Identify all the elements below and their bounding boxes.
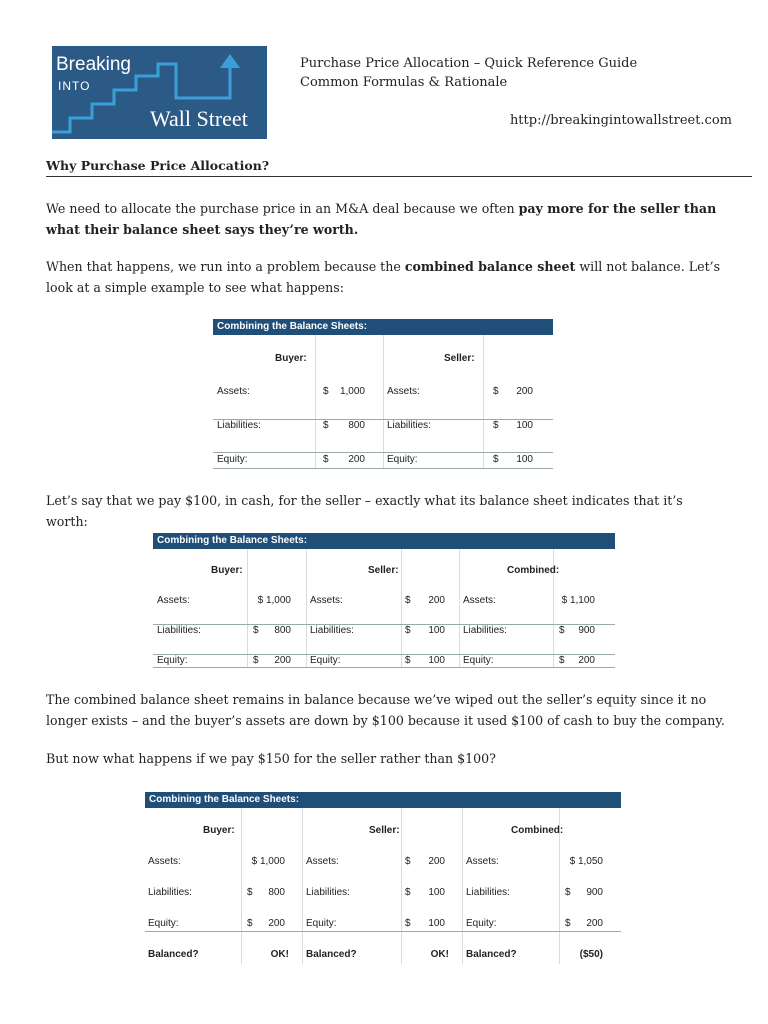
table-3-seller-liabilities-label: Liabilities: (306, 887, 350, 898)
table-3-seller-equity-value: 100 (428, 918, 445, 929)
table-3-header-seller: Seller: (369, 825, 400, 836)
table-3-combined-liabilities-label: Liabilities: (466, 887, 510, 898)
table-1-seller-liabilities-value: 100 (516, 420, 533, 431)
section-heading: Why Purchase Price Allocation? (46, 158, 752, 177)
table-2-seller-equity-value: 100 (428, 655, 445, 666)
balance-sheet-table-2 (153, 533, 615, 668)
paragraph-example-1: Let’s say that we pay $100, in cash, for the seller – exactly what its balance sheet indicates that it’s worth: (46, 493, 683, 529)
table-3-header-combined: Combined: (511, 825, 564, 836)
table-1-seller-liabilities-label: Liabilities: (387, 420, 431, 431)
table-1-buyer-equity-value: 200 (348, 454, 365, 465)
table-2-buyer-liabilities-currency: $ (253, 625, 259, 636)
table-1-seller-assets-currency: $ (493, 386, 499, 397)
table-3-buyer-liabilities-currency: $ (247, 887, 253, 898)
table-2-buyer-assets-label: Assets: (157, 595, 190, 606)
table-2-seller-assets-currency: $ (405, 595, 411, 606)
table-2-buyer-assets-value: $ 1,000 (257, 595, 291, 606)
logo-text-breaking: Breaking (56, 54, 131, 75)
table-2-combined-liabilities-currency: $ (559, 625, 565, 636)
table-3-buyer-balanced-value: OK! (270, 949, 289, 960)
table-2-seller-assets-label: Assets: (310, 595, 343, 606)
logo-text-into: INTO (58, 79, 91, 93)
paragraph-problem-emphasis: combined balance sheet (404, 259, 576, 274)
balance-sheet-table-1 (213, 319, 553, 469)
table-3-combined-equity-value: 200 (586, 918, 603, 929)
balance-sheet-table-3 (145, 792, 621, 964)
breaking-into-wall-street-logo (52, 46, 267, 139)
table-3-combined-balanced-label: Balanced? (466, 949, 517, 960)
table-2-seller-liabilities-currency: $ (405, 625, 411, 636)
table-2-title: Combining the Balance Sheets: (153, 533, 615, 549)
table-1-buyer-liabilities-label: Liabilities: (217, 420, 261, 431)
table-3-buyer-assets-label: Assets: (148, 856, 181, 867)
table-1-seller-assets-value: 200 (516, 386, 533, 397)
table-1-seller-equity-value: 100 (516, 454, 533, 465)
table-1-title: Combining the Balance Sheets: (213, 319, 553, 335)
table-3-seller-liabilities-currency: $ (405, 887, 411, 898)
website-link[interactable]: http://breakingintowallstreet.com (509, 113, 732, 128)
table-2-buyer-equity-label: Equity: (157, 655, 188, 666)
table-2-combined-assets-value: $ 1,100 (561, 595, 595, 606)
table-3-combined-assets-label: Assets: (466, 856, 499, 867)
table-2-buyer-equity-currency: $ (253, 655, 259, 666)
table-1-buyer-equity-label: Equity: (217, 454, 248, 465)
logo-text-wall-street: Wall Street (150, 106, 248, 131)
paragraph-problem-text-2: will not balance. Let’s look at a simple example to see what happens: (46, 259, 721, 295)
table-3-buyer-equity-currency: $ (247, 918, 253, 929)
guide-subtitle: Common Formulas & Rationale (300, 75, 508, 90)
table-1-buyer-assets-value: 1,000 (339, 386, 365, 397)
table-2-header-combined: Combined: (507, 565, 560, 576)
table-3-seller-balanced-label: Balanced? (306, 949, 357, 960)
table-3-buyer-liabilities-value: 800 (268, 887, 285, 898)
paragraph-intro-text: We need to allocate the purchase price in an M&A deal because we often (46, 201, 519, 216)
table-1-buyer-liabilities-currency: $ (323, 420, 329, 431)
paragraph-problem-text-1: When that happens, we run into a problem because the (46, 259, 405, 274)
table-1-seller-assets-label: Assets: (387, 386, 420, 397)
table-2-seller-equity-label: Equity: (310, 655, 341, 666)
paragraph-intro-emphasis: pay more for the seller than what their balance sheet says they’re worth. (46, 201, 717, 237)
table-2-combined-liabilities-label: Liabilities: (463, 625, 507, 636)
table-2-combined-equity-value: 200 (578, 655, 595, 666)
table-2-header-buyer: Buyer: (211, 565, 243, 576)
table-3-seller-liabilities-value: 100 (428, 887, 445, 898)
table-3-seller-assets-label: Assets: (306, 856, 339, 867)
table-3-title: Combining the Balance Sheets: (145, 792, 621, 808)
guide-title: Purchase Price Allocation – Quick Reference Guide (300, 56, 638, 71)
table-2-seller-assets-value: 200 (428, 595, 445, 606)
table-2-buyer-liabilities-value: 800 (274, 625, 291, 636)
table-2-seller-equity-currency: $ (405, 655, 411, 666)
table-3-buyer-equity-value: 200 (268, 918, 285, 929)
table-3-buyer-equity-label: Equity: (148, 918, 179, 929)
table-3-seller-equity-label: Equity: (306, 918, 337, 929)
table-2-combined-assets-label: Assets: (463, 595, 496, 606)
table-3-buyer-assets-value: $ 1,000 (251, 856, 285, 867)
table-2-buyer-liabilities-label: Liabilities: (157, 625, 201, 636)
table-3-combined-liabilities-value: 900 (586, 887, 603, 898)
table-1-buyer-assets-currency: $ (323, 386, 329, 397)
table-2-buyer-equity-value: 200 (274, 655, 291, 666)
table-3-seller-balanced-value: OK! (430, 949, 449, 960)
table-1-header-seller: Seller: (444, 353, 475, 364)
table-3-combined-assets-value: $ 1,050 (569, 856, 603, 867)
table-1-seller-equity-label: Equity: (387, 454, 418, 465)
table-3-seller-assets-value: 200 (428, 856, 445, 867)
table-3-combined-equity-currency: $ (565, 918, 571, 929)
paragraph-example-1-explanation: The combined balance sheet remains in balance because we’ve wiped out the seller’s equity since it no longer exists – and the buyer’s assets are down by $100 because it used $100 of cash to buy the company. (46, 692, 725, 728)
table-1-buyer-liabilities-value: 800 (348, 420, 365, 431)
table-3-buyer-liabilities-label: Liabilities: (148, 887, 192, 898)
table-3-combined-liabilities-currency: $ (565, 887, 571, 898)
table-3-buyer-balanced-label: Balanced? (148, 949, 199, 960)
table-2-combined-equity-currency: $ (559, 655, 565, 666)
table-2-combined-liabilities-value: 900 (578, 625, 595, 636)
table-1-seller-equity-currency: $ (493, 454, 499, 465)
table-3-combined-balanced-value: ($50) (579, 949, 603, 960)
table-2-seller-liabilities-value: 100 (428, 625, 445, 636)
paragraph-example-2: But now what happens if we pay $150 for the seller rather than $100? (46, 751, 496, 766)
table-1-header-buyer: Buyer: (275, 353, 307, 364)
table-3-seller-assets-currency: $ (405, 856, 411, 867)
table-3-seller-equity-currency: $ (405, 918, 411, 929)
table-3-combined-equity-label: Equity: (466, 918, 497, 929)
paragraph-intro (46, 198, 726, 240)
table-2-seller-liabilities-label: Liabilities: (310, 625, 354, 636)
table-1-buyer-assets-label: Assets: (217, 386, 250, 397)
table-1-seller-liabilities-currency: $ (493, 420, 499, 431)
table-1-buyer-equity-currency: $ (323, 454, 329, 465)
table-2-combined-equity-label: Equity: (463, 655, 494, 666)
paragraph-problem (46, 256, 726, 298)
table-2-header-seller: Seller: (368, 565, 399, 576)
table-3-header-buyer: Buyer: (203, 825, 235, 836)
